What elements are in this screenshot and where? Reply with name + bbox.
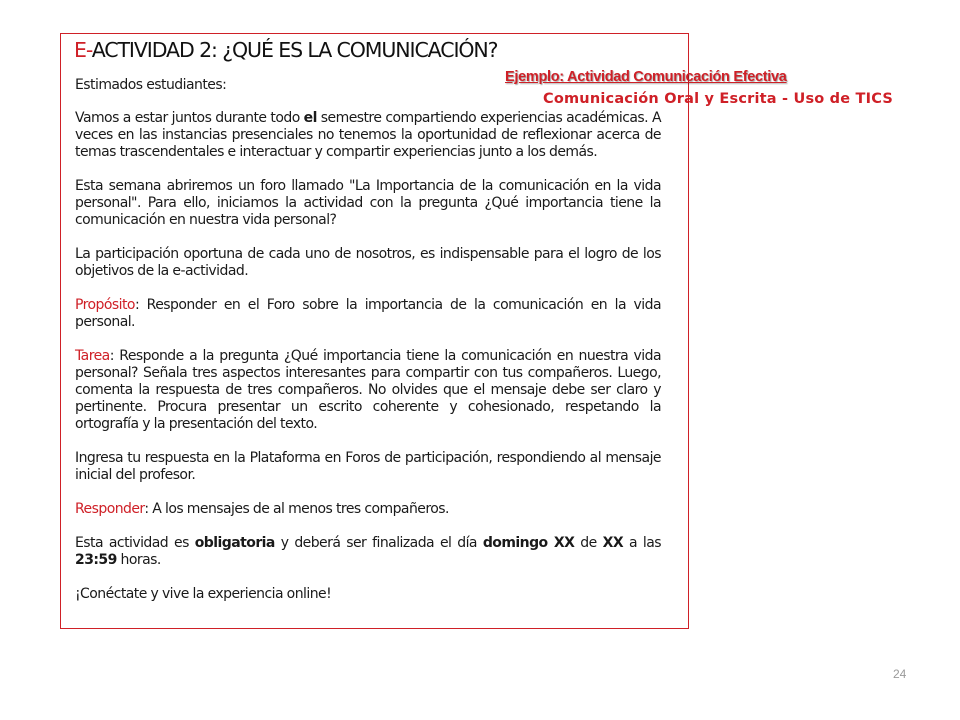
paragraph-intro: Vamos a estar juntos durante todo el semestre compartiendo experiencias académicas. A veces en las instancias presenciales no tenemos la oportunidad de reflexionar acerca de temas trascendentales e interactuar y compartir experiencias junto a los demás. xyxy=(75,110,661,160)
paragraph-reply: Responder: A los mensajes de al menos tres compañeros. xyxy=(75,501,449,517)
activity-document xyxy=(60,33,689,629)
bold-word: el xyxy=(303,110,317,126)
course-subtitle: Comunicación Oral y Escrita - Uso de TICS xyxy=(543,91,893,107)
paragraph-task: Tarea: Responde a la pregunta ¿Qué importancia tiene la comunicación en nuestra vida personal? Señala tres aspectos interesantes para compartir con tus compañeros. Luego, comenta la respuesta de tres compañeros. No olvides que el mensaje debe ser claro y pertinente. Procura presentar un escrito coherente y cohesionado, respetando la ortografía y la presentación del texto. xyxy=(75,348,661,432)
paragraph-submit: Ingresa tu respuesta en la Plataforma en Foros de participación, respondiendo al mensaje inicial del profesor. xyxy=(75,450,661,483)
paragraph-purpose: Propósito: Responder en el Foro sobre la importancia de la comunicación en la vida personal. xyxy=(75,297,661,330)
paragraph-participation: La participación oportuna de cada uno de nosotros, es indispensable para el logro de los objetivos de la e-actividad. xyxy=(75,246,661,279)
greeting: Estimados estudiantes: xyxy=(75,77,227,93)
paragraph-deadline: Esta actividad es obligatoria y deberá ser finalizada el día domingo XX de XX a las 23:59 horas. xyxy=(75,535,661,568)
title-text: ACTIVIDAD 2: ¿QUÉ ES LA COMUNICACIÓN? xyxy=(91,38,498,62)
page-number: 24 xyxy=(893,667,907,681)
example-heading: Ejemplo: Actividad Comunicación Efectiva xyxy=(505,69,787,85)
document-body xyxy=(75,77,661,620)
task-label: Tarea xyxy=(75,348,110,364)
purpose-label: Propósito xyxy=(75,297,135,313)
reply-label: Responder xyxy=(75,501,145,517)
document-title xyxy=(74,38,497,62)
paragraph-forum: Esta semana abriremos un foro llamado "La Importancia de la comunicación en la vida personal". Para ello, iniciamos la actividad con la pregunta ¿Qué importancia tiene la comunicación en nuestra vida personal? xyxy=(75,178,661,228)
closing-line: ¡Conéctate y vive la experiencia online! xyxy=(75,586,332,602)
title-prefix: E- xyxy=(74,38,92,62)
